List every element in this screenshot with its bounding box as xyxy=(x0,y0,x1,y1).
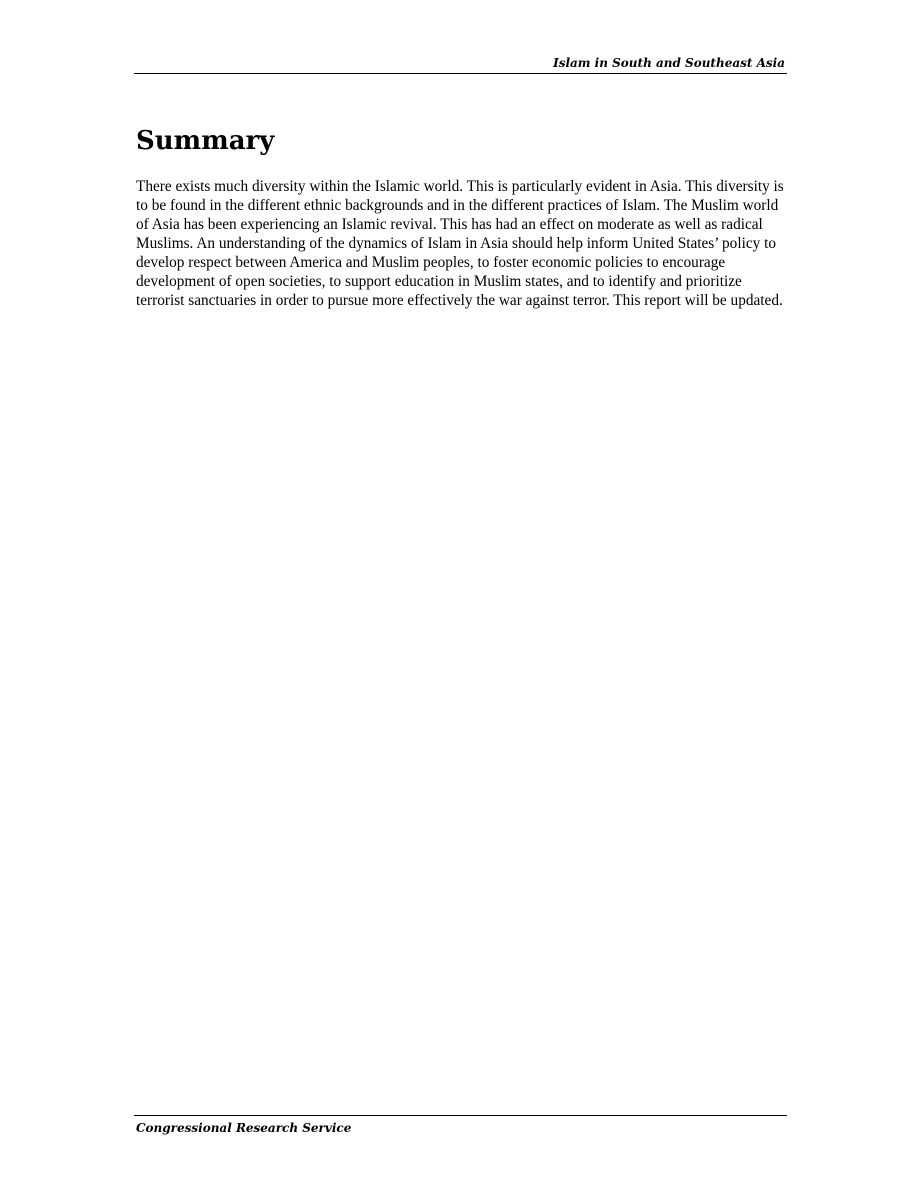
section-title: Summary xyxy=(136,126,275,156)
running-header-title: Islam in South and Southeast Asia xyxy=(553,56,785,70)
running-footer xyxy=(134,1115,787,1135)
footer-publisher: Congressional Research Service xyxy=(136,1121,352,1135)
running-header xyxy=(134,55,787,74)
summary-paragraph: There exists much diversity within the Islamic world. This is particularly evident in Asia. This diversity is to be found in the different ethnic backgrounds and in the different practices of Islam. The Muslim world of Asia has been experiencing an Islamic revival. This has had an effect on moderate as well as radical Muslims. An understanding of the dynamics of Islam in Asia should help inform United States’ policy to develop respect between America and Muslim peoples, to foster economic policies to encourage development of open societies, to support education in Muslim states, and to identify and prioritize terrorist sanctuaries in order to pursue more effectively the war against terror. This report will be updated. xyxy=(136,178,784,309)
